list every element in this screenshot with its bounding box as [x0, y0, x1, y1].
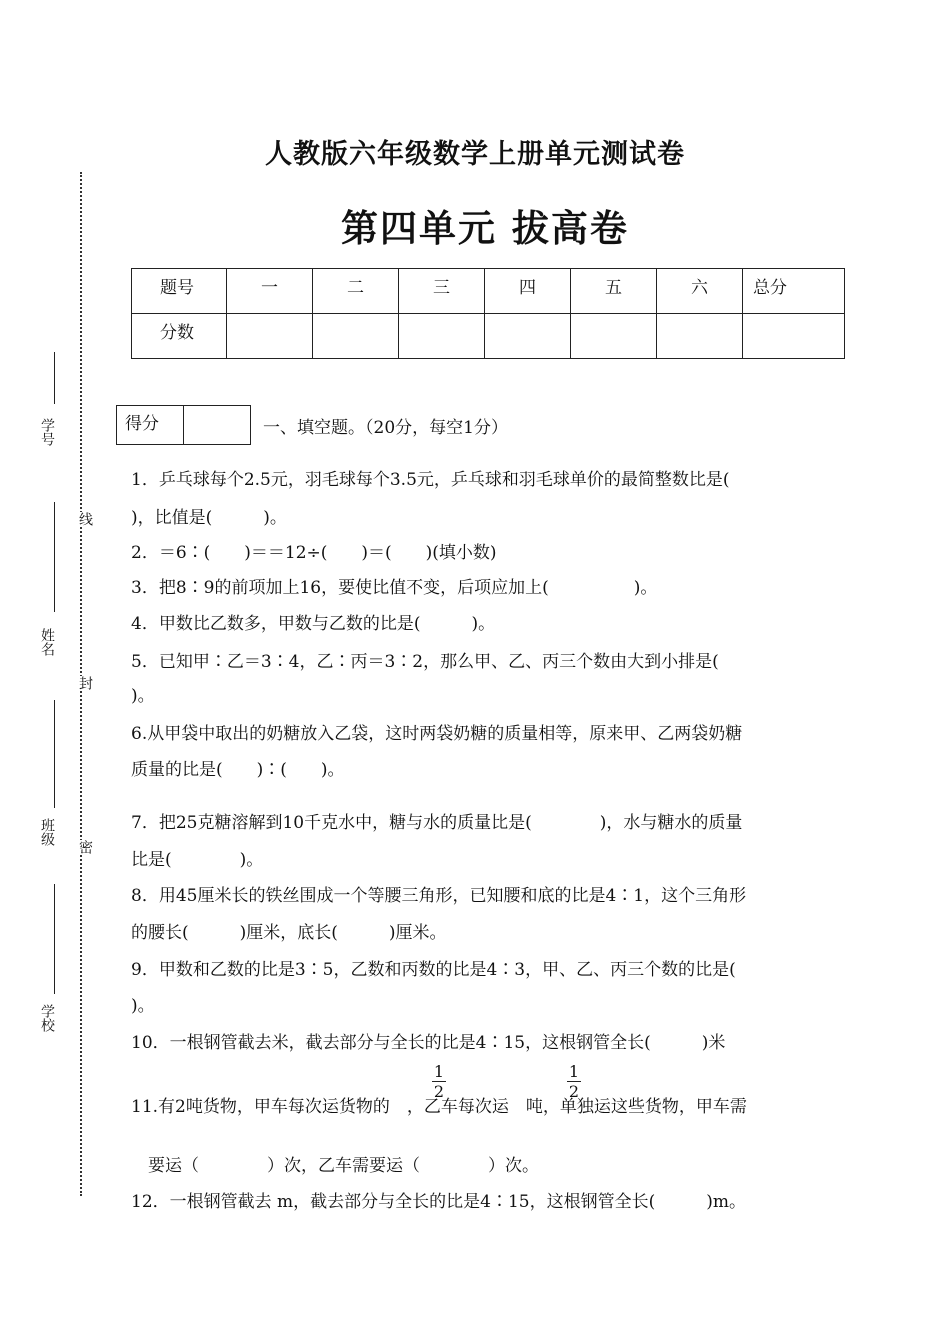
- fraction-denominator: 2: [433, 1082, 445, 1101]
- fill-line: [54, 700, 55, 808]
- fraction-one-half: [567, 1063, 581, 1100]
- table-row: [132, 269, 845, 314]
- score-cell: [571, 314, 657, 359]
- fraction-denominator: 2: [568, 1082, 580, 1101]
- question-7-line-2: 比是( )。: [131, 850, 264, 870]
- score-cell: [657, 314, 743, 359]
- question-10: 10．一根钢管截去米，截去部分与全长的比是4∶15，这根钢管全长( )米: [131, 1033, 726, 1053]
- table-header-cell: 总分: [753, 278, 787, 298]
- score-box-divider: [183, 406, 184, 444]
- table-header-cell: 六: [691, 278, 708, 298]
- fill-line: [54, 884, 55, 994]
- score-cell: [743, 314, 845, 359]
- table-header-cell: 一: [261, 278, 278, 298]
- question-2: 2．＝6∶( )＝＝12÷( )＝( )(填小数): [131, 543, 497, 563]
- question-7-line-1: 7．把25克糖溶解到10千克水中，糖与水的质量比是( )，水与糖水的质量: [131, 813, 743, 833]
- question-8-line-2: 的腰长( )厘米，底长( )厘米。: [131, 923, 447, 943]
- table-row-label: 分数: [160, 323, 194, 343]
- seal-char-secret: 密: [77, 840, 93, 854]
- fill-line: [54, 352, 55, 404]
- question-9-line-1: 9．甲数和乙数的比是3∶5，乙数和丙数的比是4∶3，甲、乙、丙三个数的比是(: [131, 960, 736, 980]
- question-6-line-1: 6.从甲袋中取出的奶糖放入乙袋，这时两袋奶糖的质量相等，原来甲、乙两袋奶糖: [131, 724, 743, 744]
- section-score-box: [116, 405, 251, 445]
- unit-subtitle: 第四单元 拔高卷: [341, 206, 629, 250]
- name-label: 姓名: [39, 628, 55, 656]
- question-11-line-2: 要运（ ）次，乙车需要运（ ）次。: [131, 1156, 539, 1176]
- question-11-line-1: 11.有2吨货物，甲车每次运货物的 ，乙车每次运 吨，单独运这些货物，甲车需: [131, 1097, 747, 1117]
- score-cell: [399, 314, 485, 359]
- fraction-one-half: [432, 1063, 446, 1100]
- table-header-cell: 四: [519, 278, 536, 298]
- question-5-line-1: 5．已知甲∶乙＝3∶4，乙∶丙＝3∶2，那么甲、乙、丙三个数由大到小排是(: [131, 652, 719, 672]
- question-4: 4．甲数比乙数多，甲数与乙数的比是( )。: [131, 614, 496, 634]
- table-header-cell: 五: [605, 278, 622, 298]
- table-header-cell: 题号: [160, 278, 194, 298]
- table-header-cell: 三: [433, 278, 450, 298]
- question-3: 3．把8∶9的前项加上16，要使比值不变，后项应加上( )。: [131, 578, 658, 598]
- fraction-numerator: 1: [433, 1062, 445, 1081]
- question-1-line-2: )，比值是( )。: [131, 508, 287, 528]
- student-id-label: 学号: [39, 418, 55, 446]
- school-label: 学校: [39, 1004, 55, 1032]
- score-cell: [313, 314, 399, 359]
- class-label: 班级: [39, 818, 55, 846]
- score-box-label: 得分: [125, 414, 159, 434]
- table-row: [132, 314, 845, 359]
- seal-char-line: 线: [77, 512, 93, 526]
- question-9-line-2: )。: [131, 996, 155, 1016]
- fraction-numerator: 1: [568, 1062, 580, 1081]
- seal-char-seal: 封: [77, 676, 93, 690]
- question-12: 12．一根钢管截去 m，截去部分与全长的比是4∶15，这根钢管全长( )m。: [131, 1192, 746, 1212]
- section-heading: 一、填空题。（20分，每空1分）: [263, 418, 508, 438]
- score-cell: [227, 314, 313, 359]
- question-1-line-1: 1．乒乓球每个2.5元，羽毛球每个3.5元，乒乓球和羽毛球单价的最简整数比是(: [131, 470, 730, 490]
- question-6-line-2: 质量的比是( )∶( )。: [131, 760, 345, 780]
- exam-title: 人教版六年级数学上册单元测试卷: [265, 139, 685, 170]
- table-header-cell: 二: [347, 278, 364, 298]
- fill-line: [54, 502, 55, 612]
- score-cell: [485, 314, 571, 359]
- question-8-line-1: 8．用45厘米长的铁丝围成一个等腰三角形，已知腰和底的比是4∶1，这个三角形: [131, 886, 747, 906]
- question-5-line-2: )。: [131, 686, 155, 706]
- score-table: [131, 268, 845, 359]
